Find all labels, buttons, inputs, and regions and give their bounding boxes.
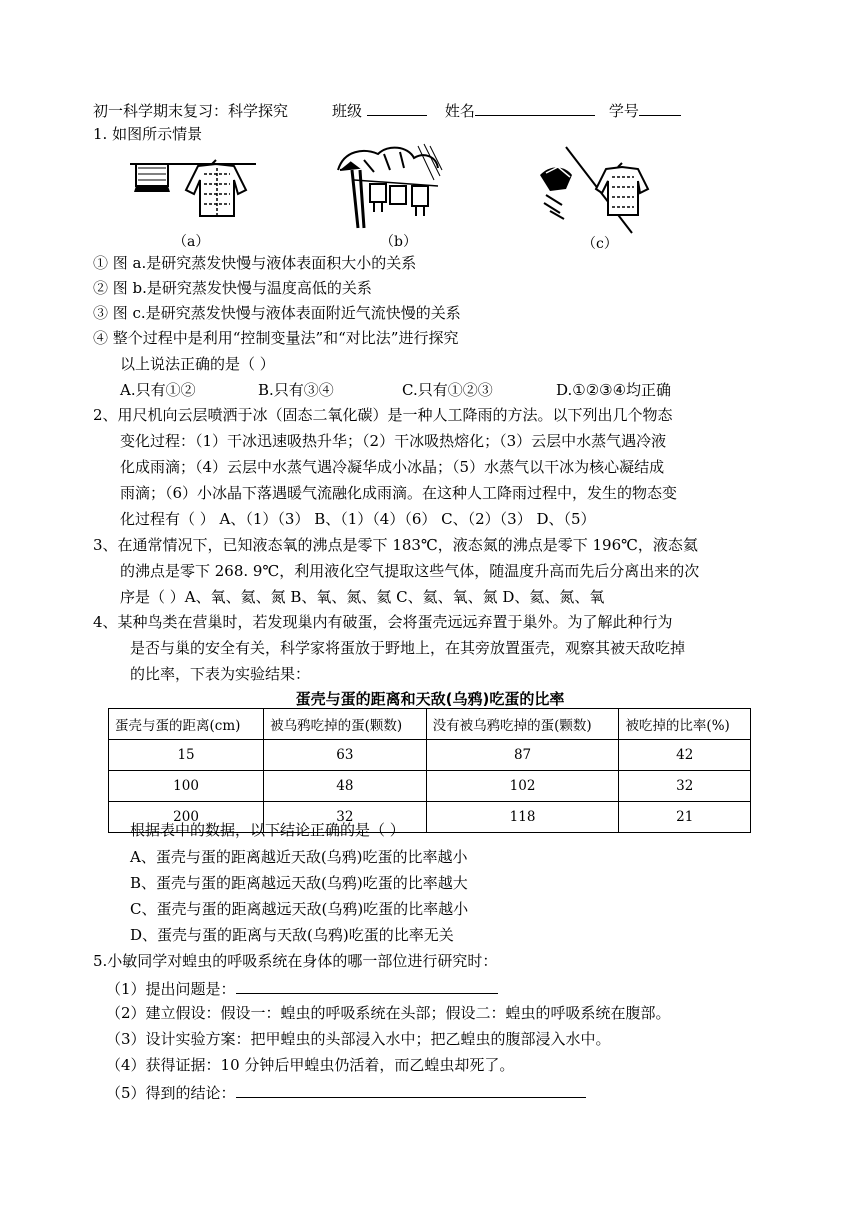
q1-statement-1: ① 图 a.是研究蒸发快慢与液体表面积大小的关系 xyxy=(93,254,417,272)
table-row xyxy=(109,740,751,771)
q2-line-2: 变化过程：（1）干冰迅速吸热升华；（2）干冰吸热熔化；（3）云层中水蒸气遇冷液 xyxy=(120,432,667,450)
caption-a: （a） xyxy=(173,234,210,250)
q2-line-4: 雨滴；（6）小冰晶下落遇暖气流融化成雨滴。在这种人工降雨过程中，发生的物态变 xyxy=(120,484,678,502)
table-header-cell: 被吃掉的比率(%) xyxy=(619,709,751,740)
egg-data-table xyxy=(108,708,751,833)
q5-stem: 5.小敏同学对蝗虫的呼吸系统在身体的哪一部位进行研究时： xyxy=(93,952,498,970)
table-header-cell: 被乌鸦吃掉的蛋(颗数) xyxy=(264,709,427,740)
table-cell: 15 xyxy=(109,740,264,771)
table-title: 蛋壳与蛋的距离和天敌(乌鸦)吃蛋的比率 xyxy=(295,690,565,708)
class-blank[interactable] xyxy=(367,99,427,116)
q5-step-1-label: （1）提出问题是： xyxy=(106,980,236,998)
q3-line-3: 序是（ ）A、氧、氦、氮 B、氧、氮、氦 C、氦、氧、氮 D、氦、氮、氧 xyxy=(120,588,605,606)
q4-option-c[interactable]: C、蛋壳与蛋的距离越远天敌(乌鸦)吃蛋的比率越小 xyxy=(130,900,469,918)
q2-line-3: 化成雨滴；（4）云层中水蒸气遇冷凝华成小冰晶；（5）水蒸气以干冰为核心凝结成 xyxy=(120,458,665,476)
q5-step-1 xyxy=(106,977,498,999)
table-cell: 63 xyxy=(264,740,427,771)
table-cell: 200 xyxy=(109,802,264,833)
q1-option-d[interactable]: D.①②③④均正确 xyxy=(556,381,672,399)
q3-line-2: 的沸点是零下 268. 9℃，利用液化空气提取这些气体，随温度升高而先后分离出来的次 xyxy=(120,562,700,580)
table-cell: 32 xyxy=(619,771,751,802)
class-label: 班级 xyxy=(332,102,363,120)
table-cell: 32 xyxy=(264,802,427,833)
table-cell: 118 xyxy=(426,802,619,833)
q4-line-2: 是否与巢的安全有关，科学家将蛋放于野地上，在其旁放置蛋壳，观察其被天敌吃掉 xyxy=(130,639,686,657)
worksheet-header xyxy=(93,99,681,121)
worksheet-title: 初一科学期末复习：科学探究 xyxy=(93,102,289,120)
figure-c-wind-illustration xyxy=(536,145,654,235)
q1-stem: 1. 如图所示情景 xyxy=(93,125,203,143)
q2-line-5: 化过程有（ ） A、（1）（3） B、（1）（4）（6） C、（2）（3） D、（5） xyxy=(120,510,596,528)
q4-option-a[interactable]: A、蛋壳与蛋的距离越近天敌(乌鸦)吃蛋的比率越小 xyxy=(130,848,468,866)
q5-step-4: （4）获得证据：10 分钟后甲蝗虫仍活着，而乙蝗虫却死了。 xyxy=(106,1056,515,1074)
q4-option-d[interactable]: D、蛋壳与蛋的距离与天敌(乌鸦)吃蛋的比率无关 xyxy=(130,926,454,944)
table-cell: 48 xyxy=(264,771,427,802)
table-row xyxy=(109,771,751,802)
table-header-cell: 蛋壳与蛋的距离(cm) xyxy=(109,709,264,740)
name-blank[interactable] xyxy=(475,99,595,116)
figure-a-clothes-illustration xyxy=(128,150,258,230)
q2-line-1: 2、用尺机向云层喷洒于冰（固态二氧化碳）是一种人工降雨的方法。以下列出几个物态 xyxy=(93,406,673,424)
q3-line-1: 3、在通常情况下，已知液态氧的沸点是零下 183℃，液态氮的沸点是零下 196℃，液态氦 xyxy=(93,536,698,554)
q1-prompt: 以上说法正确的是（ ） xyxy=(120,355,275,373)
q5-step-2: （2）建立假设：假设一：蝗虫的呼吸系统在头部；假设二：蝗虫的呼吸系统在腹部。 xyxy=(106,1004,671,1022)
q4-line-1: 4、某种鸟类在营巢时，若发现巢内有破蛋，会将蛋壳远远弃置于巢外。为了解此种行为 xyxy=(93,613,673,631)
q5-step-5 xyxy=(106,1081,586,1103)
q4-prompt: 根据表中的数据，以下结论正确的是（ ） xyxy=(130,821,405,839)
table-header-row xyxy=(109,709,751,740)
q4-option-b[interactable]: B、蛋壳与蛋的距离越远天敌(乌鸦)吃蛋的比率越大 xyxy=(130,874,468,892)
q1-statement-2: ② 图 b.是研究蒸发快慢与温度高低的关系 xyxy=(93,279,372,297)
q4-line-3: 的比率，下表为实验结果： xyxy=(130,665,311,683)
question-answer-blank[interactable] xyxy=(236,977,498,994)
table-cell: 100 xyxy=(109,771,264,802)
q1-option-b[interactable]: B.只有③④ xyxy=(258,381,334,399)
caption-b: （b） xyxy=(380,234,417,250)
conclusion-answer-blank[interactable] xyxy=(236,1081,586,1098)
q5-step-5-label: （5）得到的结论： xyxy=(106,1084,236,1102)
table-cell: 87 xyxy=(426,740,619,771)
name-label: 姓名 xyxy=(444,102,475,120)
caption-c: （c） xyxy=(582,236,618,252)
table-cell: 102 xyxy=(426,771,619,802)
figure-b-tree-shade-illustration xyxy=(334,140,444,230)
id-blank[interactable] xyxy=(639,99,681,116)
q5-step-3: （3）设计实验方案：把甲蝗虫的头部浸入水中；把乙蝗虫的腹部浸入水中。 xyxy=(106,1030,611,1048)
q1-statement-4: ④ 整个过程中是利用“控制变量法”和“对比法”进行探究 xyxy=(93,329,459,347)
table-cell: 42 xyxy=(619,740,751,771)
q1-option-c[interactable]: C.只有①②③ xyxy=(402,381,493,399)
table-header-cell: 没有被乌鸦吃掉的蛋(颗数) xyxy=(426,709,619,740)
id-label: 学号 xyxy=(608,102,639,120)
q1-option-a[interactable]: A.只有①② xyxy=(120,381,196,399)
table-cell: 21 xyxy=(619,802,751,833)
q1-statement-3: ③ 图 c.是研究蒸发快慢与液体表面附近气流快慢的关系 xyxy=(93,304,461,322)
